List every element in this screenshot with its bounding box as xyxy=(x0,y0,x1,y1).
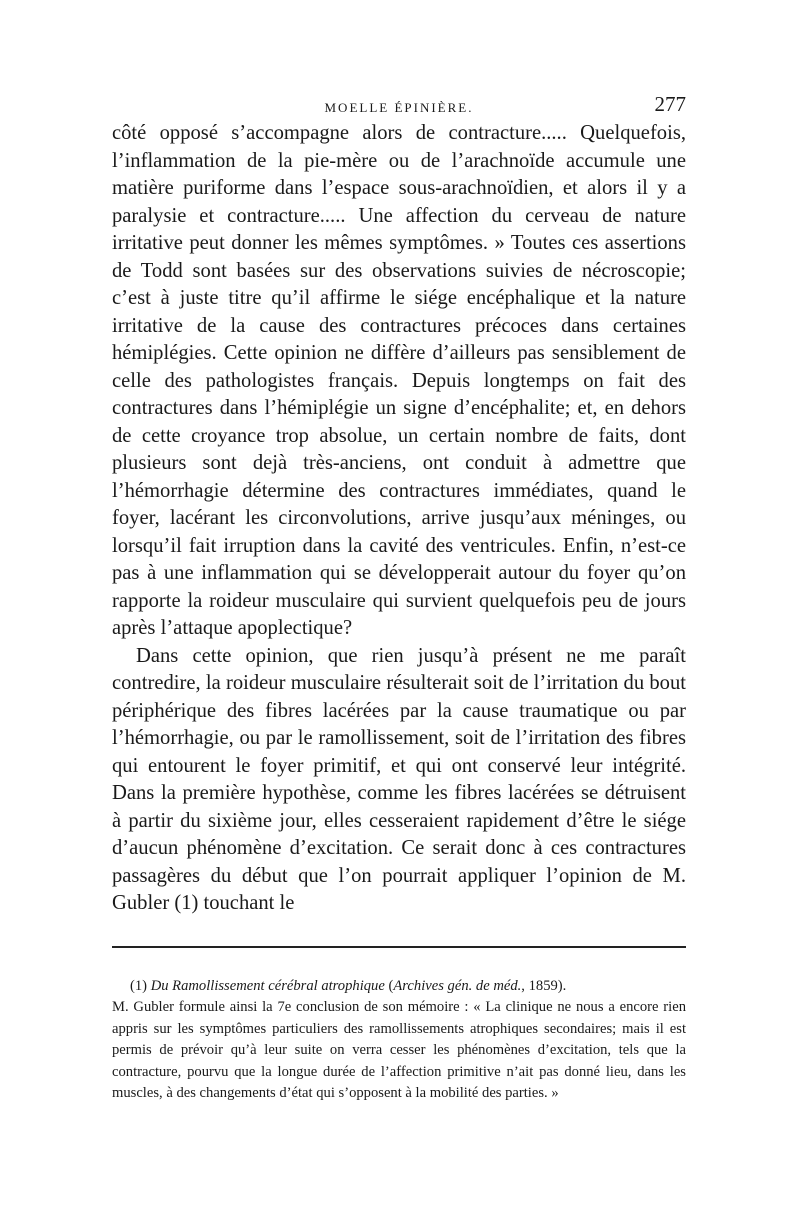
footnote-year: , 1859). xyxy=(521,977,567,994)
footnote xyxy=(112,976,686,1105)
running-head xyxy=(112,92,686,120)
footnote-divider xyxy=(112,946,686,948)
main-text xyxy=(112,120,686,918)
paragraph-1: côté opposé s’accompagne alors de contracture..... Quelquefois, l’inflammation de la pie-mère ou de l’arachnoïde accumule une matière puriforme dans l’espace sous-arachnoïdien, et alors il y a paralysie et contracture..... Une affection du cerveau de nature irritative peut donner les mêmes symptômes. » Toutes ces assertions de Todd sont basées sur des observations suivies de nécroscopie; c’est à juste titre qu’il affirme le siége encéphalique et la nature irritative de la cause des contractures précoces dans certaines hémiplégies. Cette opinion ne diffère d’ailleurs pas sensiblement de celle des pathologistes français. Depuis longtemps on fait des contractures dans l’hémiplégie un signe d’encéphalite; et, en dehors de cette croyance trop absolue, un certain nombre de faits, dont plusieurs sont dejà très-anciens, ont conduit à admettre que l’hémorrhagie détermine des contractures immédiates, quand le foyer, lacérant les circonvolutions, arrive jusqu’aux méninges, ou lorsqu’il fait irruption dans la cavité des ventricules. Enfin, n’est-ce pas à une inflammation qui se développerait autour du foyer qu’on rapporte la roideur musculaire qui survient quelquefois peu de jours après l’attaque apoplectique? xyxy=(112,122,686,639)
footnote-source: Archives gén. de méd. xyxy=(393,977,522,994)
page-number: 277 xyxy=(654,92,686,116)
book-page xyxy=(112,92,686,1105)
footnote-text: M. Gubler formule ainsi la 7e conclusion de son mémoire : « La clinique ne nous a encore rien appris sur les symptômes particuliers des ramollissements atrophiques secondaires; mais il est permis de prévoir qu’à leur suite on verra cesser les phénomènes d’excitation, tels que la contracture, pourvu que la longue durée de l’affection primitive n’ait pas donné lieu, dans les muscles, à des changements d’état qui s’opposent à la mobilité des parties. » xyxy=(112,999,686,1101)
paragraph-2: Dans cette opinion, que rien jusqu’à présent ne me paraît contredire, la roideur musculaire résulterait soit de l’irritation du bout périphérique des fibres lacérées par la cause traumatique ou par l’hémorrhagie, ou par le ramollissement, soit de l’irritation des fibres qui entourent le foyer primitif, et qui ont conservé leur intégrité. Dans la première hypothèse, comme les fibres lacérées se détruisent à partir du sixième jour, elles cesseraient rapidement d’être le siége d’aucun phénomène d’excitation. Ce serait donc à ces contractures passagères du début que l’on pourrait appliquer l’opinion de M. Gubler (1) touchant le xyxy=(112,644,686,914)
footnote-source-open: ( xyxy=(388,977,394,994)
footnote-marker: (1) xyxy=(130,977,148,994)
footnote-citation xyxy=(112,976,686,998)
running-title: MOELLE ÉPINIÈRE. xyxy=(324,100,474,115)
footnote-title: Du Ramollissement cérébral atrophique xyxy=(150,977,385,994)
